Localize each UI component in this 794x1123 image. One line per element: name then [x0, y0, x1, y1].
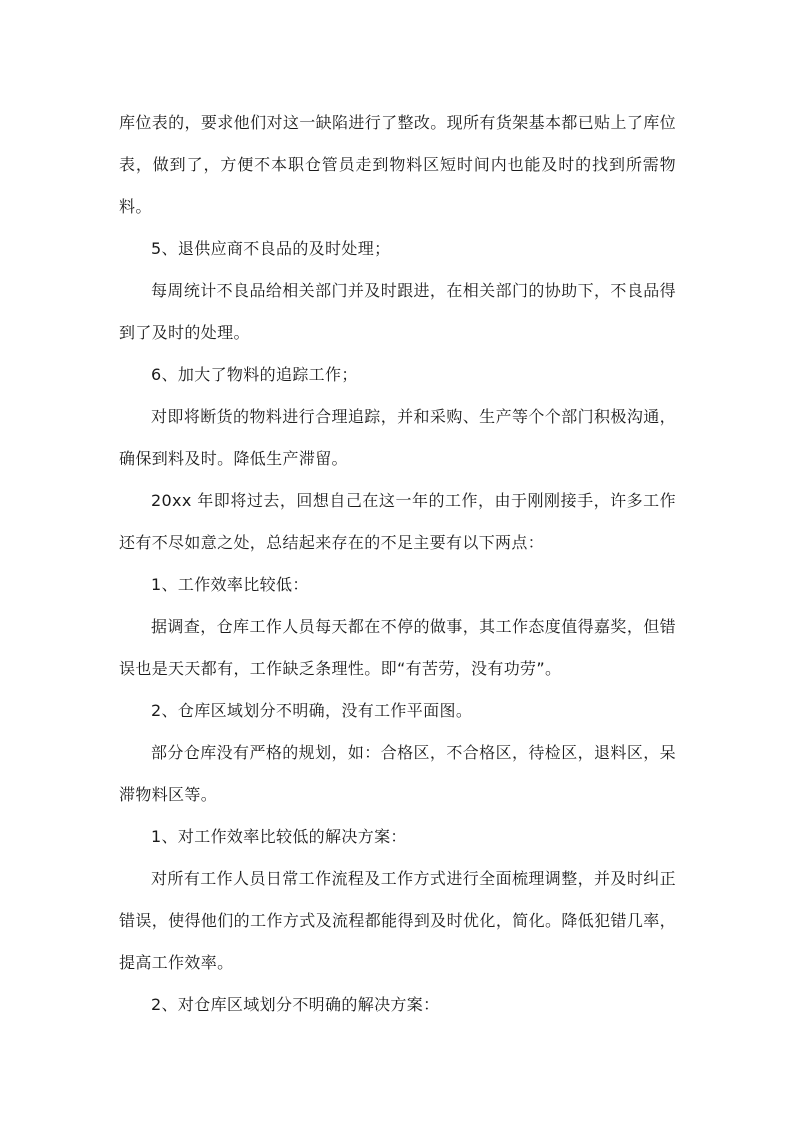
- paragraph: 部分仓库没有严格的规划，如：合格区，不合格区，待检区，退料区，呆滞物料区等。: [119, 743, 676, 804]
- paragraph: 库位表的，要求他们对这一缺陷进行了整改。现所有货架基本都已贴上了库位表，做到了，方便不本职仓管员走到物料区短时间内也能及时的找到所需物料。: [119, 113, 676, 216]
- list-heading: 5、退供应商不良品的及时处理；: [151, 239, 391, 258]
- list-heading: 6、加大了物料的追踪工作；: [151, 365, 358, 384]
- paragraph: 据调查，仓库工作人员每天都在不停的做事，其工作态度值得嘉奖，但错误也是天天都有，工作缺乏条理性。即“有苦劳，没有功劳”。: [119, 617, 676, 678]
- list-heading: 1、对工作效率比较低的解决方案：: [151, 827, 407, 846]
- list-heading: 2、仓库区域划分不明确，没有工作平面图。: [151, 701, 473, 720]
- paragraph: 对即将断货的物料进行合理追踪，并和采购、生产等个个部门积极沟通，确保到料及时。降低生产滞留。: [119, 407, 676, 468]
- list-heading: 2、对仓库区域划分不明确的解决方案：: [151, 995, 440, 1014]
- paragraph: 对所有工作人员日常工作流程及工作方式进行全面梳理调整，并及时纠正错误，使得他们的工作方式及流程都能得到及时优化，简化。降低犯错几率，提高工作效率。: [119, 869, 676, 972]
- paragraph: 20xx 年即将过去，回想自己在这一年的工作，由于刚刚接手，许多工作还有不尽如意之处，总结起来存在的不足主要有以下两点：: [119, 491, 676, 552]
- list-heading: 1、工作效率比较低：: [151, 575, 309, 594]
- document-body: [119, 102, 676, 1026]
- paragraph: 每周统计不良品给相关部门并及时跟进，在相关部门的协助下，不良品得到了及时的处理。: [119, 281, 676, 342]
